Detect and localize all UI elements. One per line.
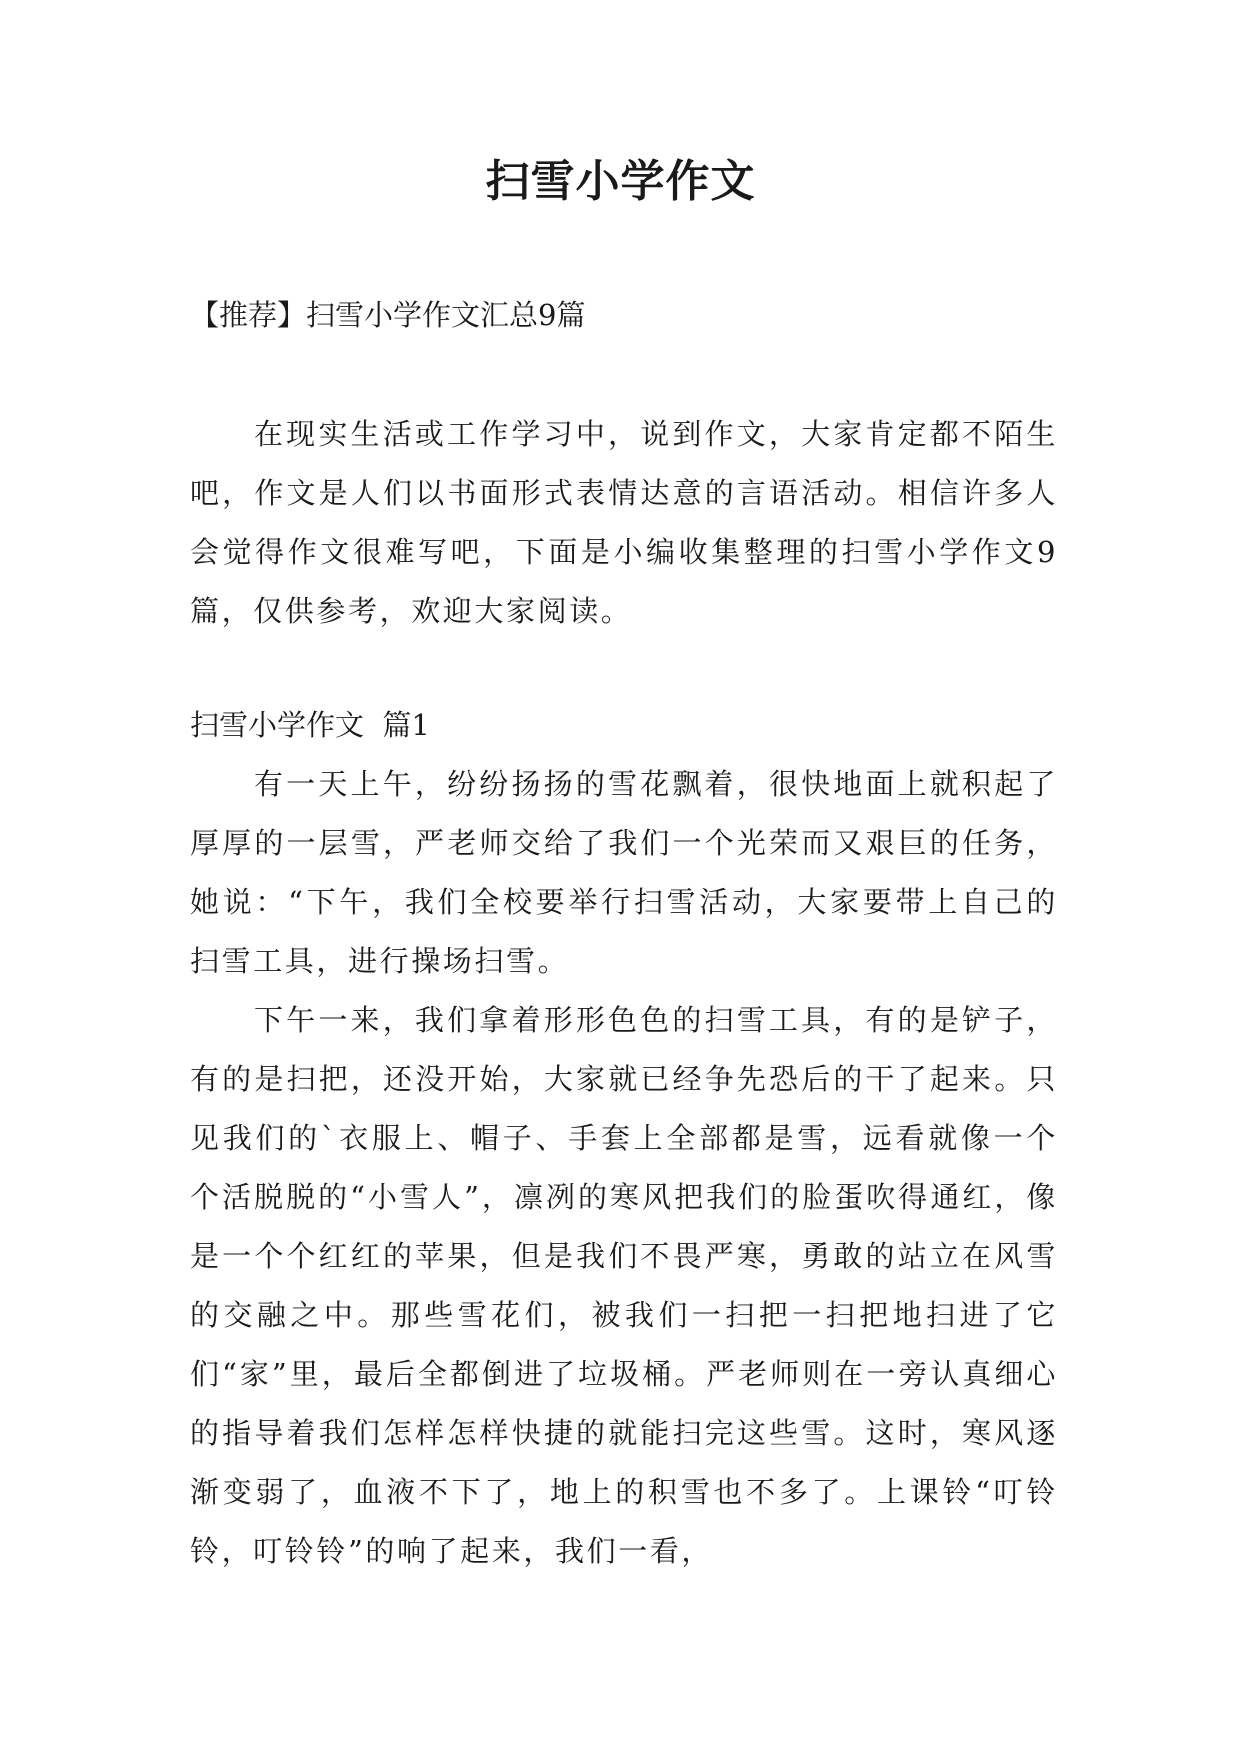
section-heading: 扫雪小学作文 篇1 [190,708,430,742]
article-body [190,755,1058,1581]
article-paragraph-2: 下午一来，我们拿着形形色色的扫雪工具，有的是铲子，有的是扫把，还没开始，大家就已经争先恐后的干了起来。只见我们的`衣服上、帽子、手套上全部都是雪，远看就像一个个活脱脱的“小雪人”，凛冽的寒风把我们的脸蛋吹得通红，像是一个个红红的苹果，但是我们不畏严寒，勇敢的站立在风雪的交融之中。那些雪花们，被我们一扫把一扫把地扫进了它们“家”里，最后全都倒进了垃圾桶。严老师则在一旁认真细心的指导着我们怎样怎样快捷的就能扫完这些雪。这时，寒风逐渐变弱了，血液不下了，地上的积雪也不多了。上课铃“叮铃铃，叮铃铃”的响了起来，我们一看， [190,1003,1058,1568]
document-title: 扫雪小学作文 [485,156,756,207]
intro-paragraph: 在现实生活或工作学习中，说到作文，大家肯定都不陌生吧，作文是人们以书面形式表情达意的言语活动。相信许多人会觉得作文很难写吧，下面是小编收集整理的扫雪小学作文9篇，仅供参考，欢迎大家阅读。 [190,417,1058,628]
article-paragraph-1: 有一天上午，纷纷扬扬的雪花飘着，很快地面上就积起了厚厚的一层雪，严老师交给了我们一个光荣而又艰巨的任务，她说：“下午，我们全校要举行扫雪活动，大家要带上自己的扫雪工具，进行操场扫雪。 [190,767,1058,978]
document-subtitle: 【推荐】扫雪小学作文汇总9篇 [190,298,586,332]
